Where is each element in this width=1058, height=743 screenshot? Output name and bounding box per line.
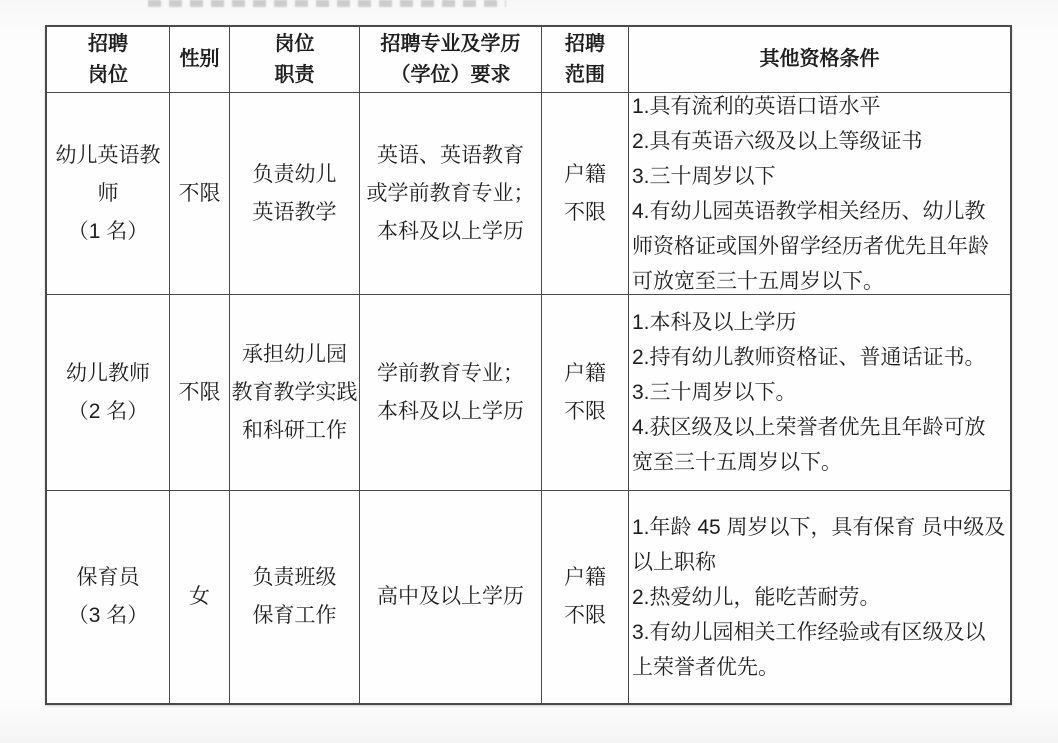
cropped-title-fragment xyxy=(148,0,506,7)
cell-other-row2 xyxy=(629,295,1010,491)
cell-position-row2 xyxy=(47,295,170,491)
header-text-line: 招聘 xyxy=(565,32,605,55)
cell-major-row1 xyxy=(360,93,542,295)
qualification-item: 2.热爱幼儿，能吃苦耐劳。 xyxy=(632,585,881,609)
text-line: 英语、英语教育 xyxy=(377,143,524,167)
cell-gender-row2 xyxy=(170,295,230,491)
qualification-item: 3.三十周岁以下。 xyxy=(632,381,797,404)
cell-gender-row1 xyxy=(170,93,230,295)
qualification-item: 1.年龄 45 周岁以下，具有保育 员中级及以上职称 xyxy=(632,515,1006,574)
cell-duties-row2 xyxy=(230,295,360,491)
text-line: 高中及以上学历 xyxy=(377,585,524,608)
qualification-item: 2.持有幼儿教师资格证、普通话证书。 xyxy=(632,346,986,369)
header-text-line: 招聘专业及学历 xyxy=(380,32,521,55)
header-scope xyxy=(542,27,629,93)
text-line: 教育教学实践 xyxy=(231,380,358,404)
cell-other-row1 xyxy=(629,93,1010,295)
text-line: 学前教育专业； xyxy=(377,361,524,385)
header-text-line: 范围 xyxy=(565,63,605,86)
text-line: 和科研工作 xyxy=(242,418,347,442)
cell-scope-row3 xyxy=(542,491,629,703)
qualification-item: 1.具有流利的英语口语水平 xyxy=(632,94,881,118)
text-line: 不限 xyxy=(564,399,606,423)
text-line: 不限 xyxy=(564,604,606,627)
text-line: 保育员 xyxy=(76,566,140,589)
text-line: 承担幼儿园 xyxy=(242,342,347,366)
header-duties xyxy=(230,27,360,93)
header-text-line: 岗位 xyxy=(274,32,315,55)
qualification-item: 3.有幼儿园相关工作经验或有区级及以上荣誉者优先。 xyxy=(632,620,986,679)
text-line: 负责班级 xyxy=(252,566,337,589)
cell-duties-row1 xyxy=(230,93,360,295)
text-line: 不限 xyxy=(178,181,221,205)
text-line: 户籍 xyxy=(564,162,606,186)
header-other xyxy=(629,27,1010,93)
cell-position-row1 xyxy=(47,93,170,295)
header-text-line: 岗位 xyxy=(88,63,128,86)
qualification-item: 4.获区级及以上荣誉者优先且年龄可放宽至三十五周岁以下。 xyxy=(632,416,986,474)
header-text-line: （学位）要求 xyxy=(390,63,511,86)
text-line: 不限 xyxy=(564,200,606,224)
text-line: （1 名） xyxy=(67,219,149,243)
header-text-line: 职责 xyxy=(274,63,315,86)
cell-duties-row3 xyxy=(230,491,360,703)
text-line: 英语教学 xyxy=(252,200,337,224)
cell-major-row2 xyxy=(360,295,542,491)
cell-major-row3 xyxy=(360,491,542,703)
qualification-item: 3.三十周岁以下 xyxy=(632,164,776,188)
text-line: 户籍 xyxy=(564,566,606,589)
text-line: 或学前教育专业； xyxy=(366,181,535,205)
qualification-item: 1.本科及以上学历 xyxy=(632,311,797,334)
cell-other-row3 xyxy=(629,491,1010,703)
cell-scope-row2 xyxy=(542,295,629,491)
text-line: 本科及以上学历 xyxy=(377,219,524,243)
text-line: 本科及以上学历 xyxy=(377,399,524,423)
text-line: 保育工作 xyxy=(252,604,337,627)
cell-position-row3 xyxy=(47,491,170,703)
text-line: （2 名） xyxy=(67,399,149,423)
qualification-item: 2.具有英语六级及以上等级证书 xyxy=(632,129,923,153)
cell-gender-row3 xyxy=(170,491,230,703)
header-text-line: 招聘 xyxy=(88,32,128,55)
header-text-line: 其他资格条件 xyxy=(759,48,880,70)
recruitment-table xyxy=(45,25,1012,705)
text-line: 幼儿教师 xyxy=(66,361,150,385)
text-line: 户籍 xyxy=(564,361,606,385)
text-line: 女 xyxy=(189,585,210,608)
cell-scope-row1 xyxy=(542,93,629,295)
header-text-line: 性别 xyxy=(179,48,220,70)
header-major xyxy=(360,27,542,93)
text-line: 负责幼儿 xyxy=(252,162,337,186)
header-gender xyxy=(170,27,230,93)
text-line: （3 名） xyxy=(67,604,149,627)
header-position xyxy=(47,27,170,93)
text-line: 不限 xyxy=(178,380,221,404)
text-line: 师 xyxy=(97,181,119,205)
qualification-item: 4.有幼儿园英语教学相关经历、幼儿教师资格证或国外留学经历者优先且年龄可放宽至三十五周岁以下。 xyxy=(632,199,989,293)
text-line: 幼儿英语教 xyxy=(55,143,161,167)
